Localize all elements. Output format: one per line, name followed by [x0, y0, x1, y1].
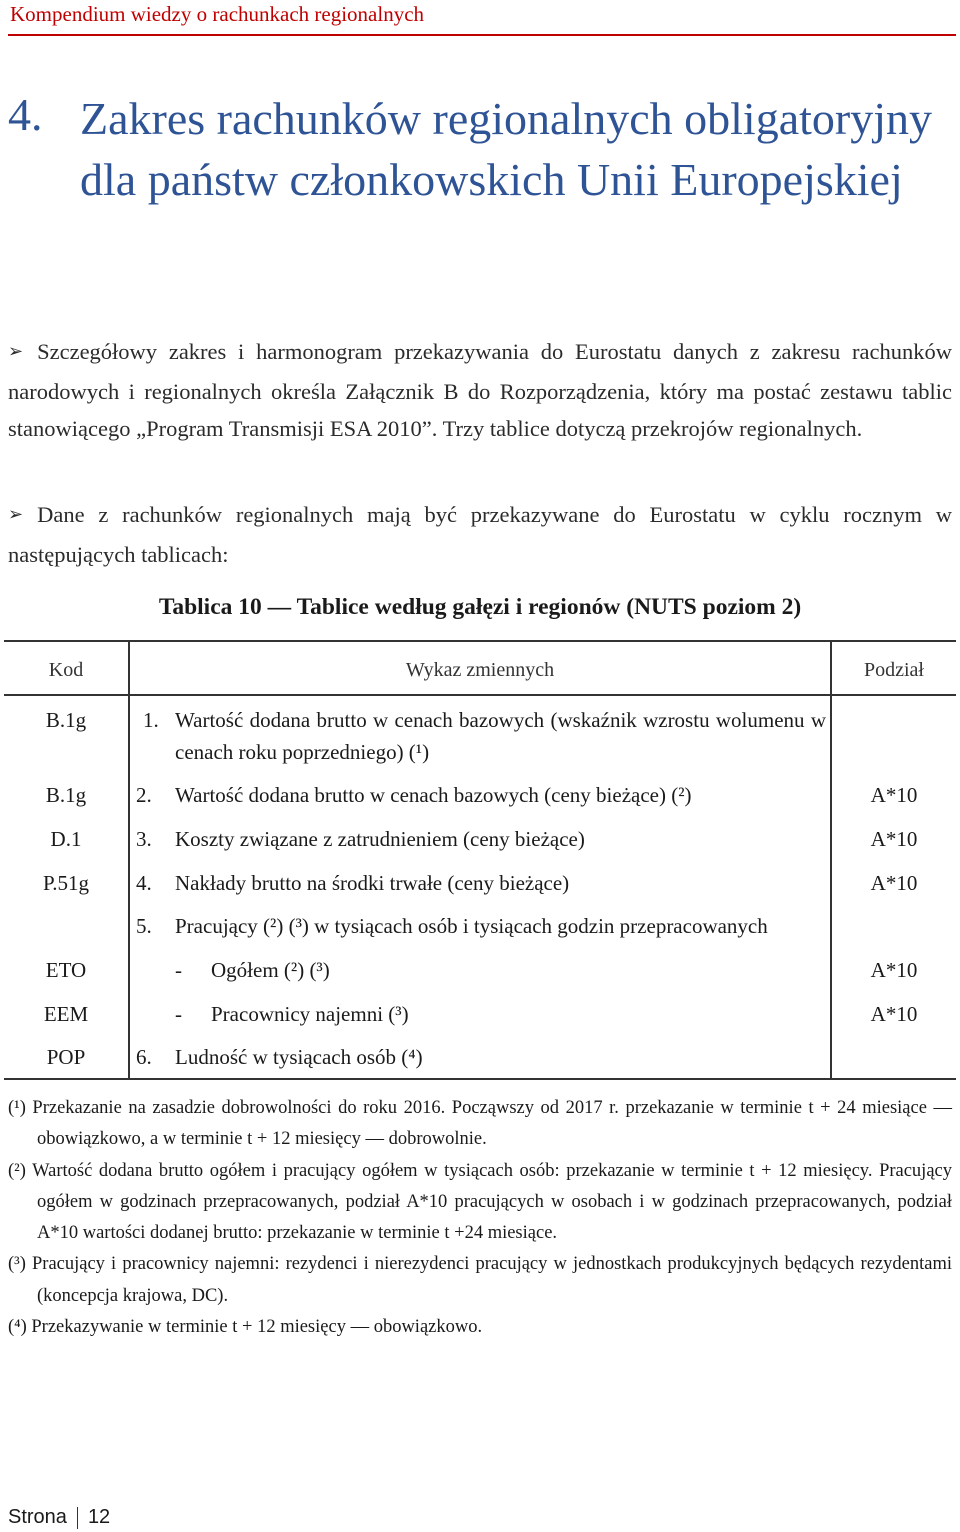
- row-text: Nakłady brutto na środki trwałe (ceny bieżące): [175, 871, 570, 895]
- row-kod: D.1: [50, 827, 82, 851]
- row-podzial: A*10: [870, 958, 918, 982]
- header-wykaz: Wykaz zmiennych: [405, 659, 555, 681]
- section-title: Zakres rachunków regionalnych obligatoryjny dla państw członkowskich Unii Europejskiej: [80, 93, 933, 205]
- row-kod: EEM: [43, 1002, 89, 1026]
- arrow-bullet-icon: ➢: [8, 504, 24, 525]
- row-text: Ogółem (²) (³): [211, 958, 330, 982]
- row-kod: ETO: [45, 958, 87, 982]
- row-number: 3.: [136, 827, 152, 851]
- row-number: 5.: [136, 914, 152, 938]
- row-podzial: A*10: [870, 827, 918, 851]
- header-podzial: Podział: [864, 659, 924, 681]
- row-kod: P.51g: [42, 871, 90, 895]
- page-label: Strona: [8, 1506, 67, 1528]
- footnote: (²) Wartość dodana brutto ogółem i pracujący ogółem w tysiącach osób: przekazanie w terminie t + 12 miesięcy. Pracujący ogółem w godzinach przepracowanych, podział A*10 pracujących w osobach i w godzinach przepracowanych, podział A*10 wartości dodanej brutto: przekazanie w terminie t +24 miesiące.: [8, 1160, 952, 1244]
- row-kod: B.1g: [45, 708, 87, 732]
- row-number: 2.: [136, 783, 152, 807]
- footnote: (¹) Przekazanie na zasadzie dobrowolności do roku 2016. Począwszy od 2017 r. przekazanie w terminie t + 24 miesiące — obowiązkowo, a w terminie t + 12 miesięcy — dobrowolnie.: [8, 1098, 952, 1150]
- running-header-text: Kompendium wiedzy o rachunkach regionalnych: [10, 2, 425, 26]
- row-kod: POP: [46, 1045, 86, 1069]
- row-number: 1.: [143, 708, 159, 732]
- footer-separator: [77, 1507, 78, 1529]
- page-footer: [8, 1506, 110, 1529]
- row-dash: -: [175, 958, 182, 982]
- row-number: 4.: [136, 871, 152, 895]
- section-number: 4.: [8, 89, 43, 140]
- bullet-paragraph: [8, 333, 952, 448]
- row-dash: -: [175, 1002, 182, 1026]
- row-podzial: A*10: [870, 783, 918, 807]
- row-text: Koszty związane z zatrudnieniem (ceny bieżące): [175, 827, 585, 851]
- footnotes: [8, 1093, 952, 1343]
- row-number: 6.: [136, 1045, 152, 1069]
- column-divider: [128, 642, 130, 1078]
- row-text: Ludność w tysiącach osób (⁴): [175, 1045, 423, 1069]
- page-number: 12: [87, 1506, 111, 1528]
- table-caption: Tablica 10 — Tablice według gałęzi i regionów (NUTS poziom 2): [158, 594, 802, 620]
- header-kod: Kod: [48, 659, 84, 681]
- header-divider: [4, 694, 956, 696]
- bullet-text: Dane z rachunków regionalnych mają być przekazywane do Eurostatu w cyklu rocznym w następujących tablicach:: [8, 502, 952, 567]
- row-text: Pracujący (²) (³) w tysiącach osób i tysiącach godzin przepracowanych: [175, 914, 768, 938]
- running-header: [8, 0, 956, 36]
- row-podzial: A*10: [870, 1002, 918, 1026]
- row-kod: B.1g: [45, 783, 87, 807]
- footnote: (⁴) Przekazywanie w terminie t + 12 miesięcy — obowiązkowo.: [8, 1317, 483, 1338]
- variables-table: [4, 640, 956, 1080]
- row-text: Pracownicy najemni (³): [211, 1002, 409, 1026]
- bullet-text: Szczegółowy zakres i harmonogram przekazywania do Eurostatu danych z zakresu rachunków narodowych i regionalnych określa Załącznik B do Rozporządzenia, który ma postać zestawu tablic stanowiącego „Program Transmisji ESA 2010”. Trzy tablice dotyczą przekrojów regionalnych.: [8, 339, 952, 441]
- row-text: Wartość dodana brutto w cenach bazowych (wskaźnik wzrostu wolumenu w cenach roku poprzedniego) (¹): [175, 708, 826, 764]
- bullet-paragraph: [8, 496, 952, 573]
- row-podzial: A*10: [870, 871, 918, 895]
- row-text: Wartość dodana brutto w cenach bazowych (ceny bieżące) (²): [175, 783, 692, 807]
- arrow-bullet-icon: ➢: [8, 341, 24, 362]
- footnote: (³) Pracujący i pracownicy najemni: rezydenci i nierezydenci pracujący w jednostkach produkcyjnych będących rezydentami (koncepcja krajowa, DC).: [8, 1254, 952, 1306]
